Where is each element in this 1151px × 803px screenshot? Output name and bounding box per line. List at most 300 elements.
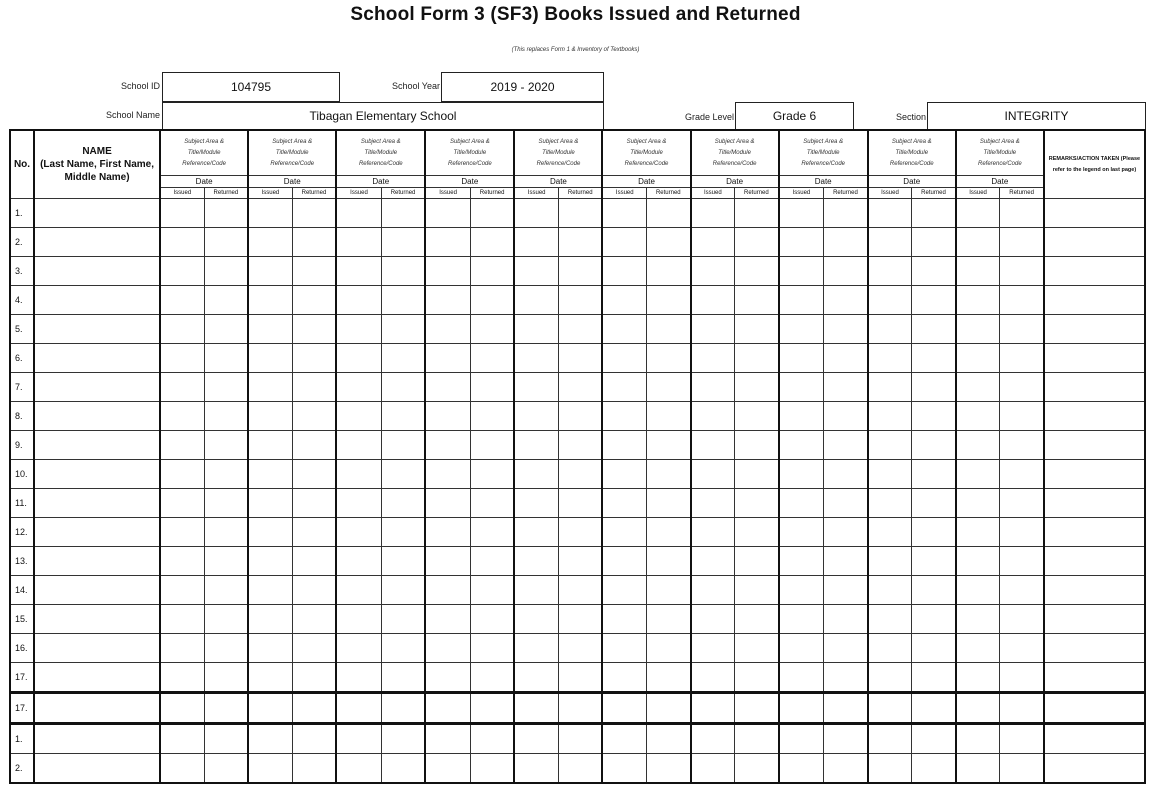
returned-date-cell[interactable] [1000,724,1044,754]
school-id-field[interactable]: 104795 [162,72,340,102]
remarks-cell[interactable] [1044,605,1145,634]
returned-date-cell[interactable] [558,199,602,228]
issued-date-cell[interactable] [425,518,470,547]
learner-name-cell[interactable] [34,431,160,460]
returned-date-cell[interactable] [912,286,956,315]
issued-date-cell[interactable] [336,754,381,784]
learner-name-cell[interactable] [34,199,160,228]
returned-date-cell[interactable] [1000,373,1044,402]
remarks-cell[interactable] [1044,547,1145,576]
returned-date-cell[interactable] [824,518,868,547]
returned-date-cell[interactable] [735,315,779,344]
issued-date-cell[interactable] [779,634,824,663]
issued-date-cell[interactable] [248,754,292,784]
issued-date-cell[interactable] [514,373,558,402]
returned-date-cell[interactable] [735,286,779,315]
issued-date-cell[interactable] [336,693,381,724]
issued-date-cell[interactable] [691,315,735,344]
returned-date-cell[interactable] [204,663,248,693]
returned-date-cell[interactable] [735,663,779,693]
issued-date-cell[interactable] [160,663,204,693]
returned-date-cell[interactable] [292,518,336,547]
issued-date-cell[interactable] [336,286,381,315]
returned-date-cell[interactable] [1000,693,1044,724]
issued-date-cell[interactable] [248,663,292,693]
returned-date-cell[interactable] [1000,605,1044,634]
returned-date-cell[interactable] [912,315,956,344]
issued-date-cell[interactable] [602,315,646,344]
returned-date-cell[interactable] [470,489,514,518]
issued-date-cell[interactable] [425,547,470,576]
returned-date-cell[interactable] [470,315,514,344]
returned-date-cell[interactable] [292,315,336,344]
returned-date-cell[interactable] [647,228,691,257]
returned-date-cell[interactable] [647,634,691,663]
issued-date-cell[interactable] [779,663,824,693]
returned-date-cell[interactable] [735,754,779,784]
returned-date-cell[interactable] [292,754,336,784]
returned-date-cell[interactable] [470,518,514,547]
returned-date-cell[interactable] [558,228,602,257]
issued-date-cell[interactable] [956,315,1000,344]
returned-date-cell[interactable] [735,489,779,518]
returned-date-cell[interactable] [912,663,956,693]
issued-date-cell[interactable] [779,257,824,286]
returned-date-cell[interactable] [824,286,868,315]
returned-date-cell[interactable] [647,344,691,373]
issued-date-cell[interactable] [602,605,646,634]
returned-date-cell[interactable] [470,257,514,286]
returned-date-cell[interactable] [292,605,336,634]
returned-date-cell[interactable] [204,199,248,228]
issued-date-cell[interactable] [691,724,735,754]
issued-date-cell[interactable] [160,693,204,724]
returned-date-cell[interactable] [381,724,425,754]
returned-date-cell[interactable] [470,373,514,402]
issued-date-cell[interactable] [779,286,824,315]
issued-date-cell[interactable] [514,199,558,228]
remarks-cell[interactable] [1044,754,1145,784]
returned-date-cell[interactable] [647,724,691,754]
returned-date-cell[interactable] [292,489,336,518]
returned-date-cell[interactable] [647,547,691,576]
remarks-cell[interactable] [1044,286,1145,315]
returned-date-cell[interactable] [1000,199,1044,228]
returned-date-cell[interactable] [204,724,248,754]
returned-date-cell[interactable] [735,576,779,605]
returned-date-cell[interactable] [735,693,779,724]
issued-date-cell[interactable] [868,576,912,605]
returned-date-cell[interactable] [824,228,868,257]
returned-date-cell[interactable] [381,663,425,693]
returned-date-cell[interactable] [912,754,956,784]
returned-date-cell[interactable] [912,431,956,460]
issued-date-cell[interactable] [336,344,381,373]
issued-date-cell[interactable] [336,605,381,634]
issued-date-cell[interactable] [691,257,735,286]
returned-date-cell[interactable] [381,576,425,605]
returned-date-cell[interactable] [824,754,868,784]
returned-date-cell[interactable] [204,518,248,547]
returned-date-cell[interactable] [735,257,779,286]
issued-date-cell[interactable] [514,576,558,605]
returned-date-cell[interactable] [912,489,956,518]
returned-date-cell[interactable] [381,431,425,460]
issued-date-cell[interactable] [956,228,1000,257]
returned-date-cell[interactable] [647,518,691,547]
issued-date-cell[interactable] [336,663,381,693]
issued-date-cell[interactable] [956,344,1000,373]
issued-date-cell[interactable] [868,693,912,724]
returned-date-cell[interactable] [647,576,691,605]
remarks-cell[interactable] [1044,402,1145,431]
issued-date-cell[interactable] [248,724,292,754]
issued-date-cell[interactable] [779,724,824,754]
issued-date-cell[interactable] [779,754,824,784]
issued-date-cell[interactable] [425,489,470,518]
returned-date-cell[interactable] [292,693,336,724]
issued-date-cell[interactable] [160,315,204,344]
issued-date-cell[interactable] [779,315,824,344]
learner-name-cell[interactable] [34,754,160,784]
returned-date-cell[interactable] [735,634,779,663]
issued-date-cell[interactable] [602,344,646,373]
returned-date-cell[interactable] [381,257,425,286]
issued-date-cell[interactable] [425,344,470,373]
issued-date-cell[interactable] [779,344,824,373]
returned-date-cell[interactable] [824,402,868,431]
issued-date-cell[interactable] [248,634,292,663]
returned-date-cell[interactable] [470,754,514,784]
returned-date-cell[interactable] [824,199,868,228]
issued-date-cell[interactable] [336,460,381,489]
returned-date-cell[interactable] [1000,228,1044,257]
issued-date-cell[interactable] [425,257,470,286]
issued-date-cell[interactable] [602,518,646,547]
issued-date-cell[interactable] [956,199,1000,228]
issued-date-cell[interactable] [336,257,381,286]
returned-date-cell[interactable] [824,547,868,576]
returned-date-cell[interactable] [558,754,602,784]
issued-date-cell[interactable] [336,576,381,605]
issued-date-cell[interactable] [425,754,470,784]
issued-date-cell[interactable] [779,228,824,257]
returned-date-cell[interactable] [647,257,691,286]
returned-date-cell[interactable] [558,724,602,754]
issued-date-cell[interactable] [160,373,204,402]
returned-date-cell[interactable] [912,634,956,663]
learner-name-cell[interactable] [34,634,160,663]
issued-date-cell[interactable] [160,724,204,754]
returned-date-cell[interactable] [735,518,779,547]
issued-date-cell[interactable] [956,518,1000,547]
issued-date-cell[interactable] [602,199,646,228]
issued-date-cell[interactable] [425,724,470,754]
returned-date-cell[interactable] [735,724,779,754]
returned-date-cell[interactable] [647,754,691,784]
issued-date-cell[interactable] [514,460,558,489]
returned-date-cell[interactable] [204,754,248,784]
returned-date-cell[interactable] [912,373,956,402]
remarks-cell[interactable] [1044,724,1145,754]
issued-date-cell[interactable] [425,634,470,663]
returned-date-cell[interactable] [381,315,425,344]
issued-date-cell[interactable] [956,257,1000,286]
issued-date-cell[interactable] [248,315,292,344]
returned-date-cell[interactable] [824,315,868,344]
remarks-cell[interactable] [1044,576,1145,605]
returned-date-cell[interactable] [558,663,602,693]
learner-name-cell[interactable] [34,724,160,754]
returned-date-cell[interactable] [292,547,336,576]
issued-date-cell[interactable] [336,228,381,257]
issued-date-cell[interactable] [514,315,558,344]
issued-date-cell[interactable] [602,547,646,576]
returned-date-cell[interactable] [735,460,779,489]
issued-date-cell[interactable] [868,489,912,518]
issued-date-cell[interactable] [779,402,824,431]
returned-date-cell[interactable] [558,257,602,286]
returned-date-cell[interactable] [1000,518,1044,547]
returned-date-cell[interactable] [292,576,336,605]
returned-date-cell[interactable] [647,605,691,634]
returned-date-cell[interactable] [381,373,425,402]
school-name-field[interactable]: Tibagan Elementary School [162,102,604,130]
returned-date-cell[interactable] [912,605,956,634]
learner-name-cell[interactable] [34,286,160,315]
issued-date-cell[interactable] [160,344,204,373]
issued-date-cell[interactable] [779,460,824,489]
issued-date-cell[interactable] [691,576,735,605]
issued-date-cell[interactable] [160,257,204,286]
issued-date-cell[interactable] [160,547,204,576]
returned-date-cell[interactable] [1000,663,1044,693]
issued-date-cell[interactable] [691,199,735,228]
remarks-cell[interactable] [1044,315,1145,344]
returned-date-cell[interactable] [1000,315,1044,344]
issued-date-cell[interactable] [956,724,1000,754]
issued-date-cell[interactable] [425,286,470,315]
issued-date-cell[interactable] [868,605,912,634]
returned-date-cell[interactable] [735,402,779,431]
issued-date-cell[interactable] [514,605,558,634]
issued-date-cell[interactable] [160,402,204,431]
issued-date-cell[interactable] [691,460,735,489]
returned-date-cell[interactable] [470,228,514,257]
issued-date-cell[interactable] [868,547,912,576]
remarks-cell[interactable] [1044,257,1145,286]
returned-date-cell[interactable] [647,373,691,402]
returned-date-cell[interactable] [824,431,868,460]
issued-date-cell[interactable] [691,431,735,460]
issued-date-cell[interactable] [425,693,470,724]
issued-date-cell[interactable] [691,344,735,373]
returned-date-cell[interactable] [292,373,336,402]
returned-date-cell[interactable] [558,576,602,605]
returned-date-cell[interactable] [381,693,425,724]
issued-date-cell[interactable] [868,344,912,373]
issued-date-cell[interactable] [779,547,824,576]
returned-date-cell[interactable] [558,518,602,547]
returned-date-cell[interactable] [558,344,602,373]
issued-date-cell[interactable] [602,576,646,605]
returned-date-cell[interactable] [558,431,602,460]
returned-date-cell[interactable] [204,576,248,605]
issued-date-cell[interactable] [336,431,381,460]
issued-date-cell[interactable] [425,605,470,634]
returned-date-cell[interactable] [292,402,336,431]
issued-date-cell[interactable] [691,693,735,724]
returned-date-cell[interactable] [204,402,248,431]
issued-date-cell[interactable] [248,373,292,402]
issued-date-cell[interactable] [868,634,912,663]
returned-date-cell[interactable] [292,663,336,693]
returned-date-cell[interactable] [824,663,868,693]
issued-date-cell[interactable] [425,576,470,605]
issued-date-cell[interactable] [248,257,292,286]
issued-date-cell[interactable] [691,402,735,431]
returned-date-cell[interactable] [912,724,956,754]
issued-date-cell[interactable] [691,547,735,576]
issued-date-cell[interactable] [248,693,292,724]
issued-date-cell[interactable] [779,489,824,518]
issued-date-cell[interactable] [160,228,204,257]
issued-date-cell[interactable] [248,605,292,634]
issued-date-cell[interactable] [868,257,912,286]
returned-date-cell[interactable] [1000,576,1044,605]
returned-date-cell[interactable] [292,199,336,228]
issued-date-cell[interactable] [602,693,646,724]
returned-date-cell[interactable] [1000,344,1044,373]
returned-date-cell[interactable] [381,518,425,547]
returned-date-cell[interactable] [292,286,336,315]
returned-date-cell[interactable] [558,605,602,634]
grade-level-field[interactable]: Grade 6 [735,102,854,130]
issued-date-cell[interactable] [160,605,204,634]
issued-date-cell[interactable] [779,518,824,547]
issued-date-cell[interactable] [602,373,646,402]
returned-date-cell[interactable] [470,634,514,663]
returned-date-cell[interactable] [647,199,691,228]
returned-date-cell[interactable] [470,576,514,605]
issued-date-cell[interactable] [602,663,646,693]
issued-date-cell[interactable] [248,402,292,431]
learner-name-cell[interactable] [34,373,160,402]
returned-date-cell[interactable] [470,344,514,373]
issued-date-cell[interactable] [425,199,470,228]
returned-date-cell[interactable] [470,460,514,489]
returned-date-cell[interactable] [912,402,956,431]
returned-date-cell[interactable] [1000,402,1044,431]
returned-date-cell[interactable] [558,489,602,518]
returned-date-cell[interactable] [381,402,425,431]
returned-date-cell[interactable] [824,576,868,605]
issued-date-cell[interactable] [691,634,735,663]
returned-date-cell[interactable] [647,693,691,724]
issued-date-cell[interactable] [779,431,824,460]
returned-date-cell[interactable] [824,693,868,724]
issued-date-cell[interactable] [602,460,646,489]
issued-date-cell[interactable] [956,431,1000,460]
issued-date-cell[interactable] [336,634,381,663]
returned-date-cell[interactable] [470,286,514,315]
issued-date-cell[interactable] [425,431,470,460]
learner-name-cell[interactable] [34,344,160,373]
returned-date-cell[interactable] [204,228,248,257]
issued-date-cell[interactable] [425,228,470,257]
issued-date-cell[interactable] [779,576,824,605]
issued-date-cell[interactable] [514,634,558,663]
issued-date-cell[interactable] [160,634,204,663]
returned-date-cell[interactable] [824,257,868,286]
returned-date-cell[interactable] [558,286,602,315]
returned-date-cell[interactable] [912,257,956,286]
returned-date-cell[interactable] [558,634,602,663]
remarks-cell[interactable] [1044,634,1145,663]
returned-date-cell[interactable] [912,576,956,605]
issued-date-cell[interactable] [868,518,912,547]
issued-date-cell[interactable] [956,489,1000,518]
issued-date-cell[interactable] [956,634,1000,663]
issued-date-cell[interactable] [779,199,824,228]
issued-date-cell[interactable] [602,286,646,315]
issued-date-cell[interactable] [868,286,912,315]
returned-date-cell[interactable] [735,547,779,576]
issued-date-cell[interactable] [160,754,204,784]
issued-date-cell[interactable] [336,199,381,228]
returned-date-cell[interactable] [470,199,514,228]
returned-date-cell[interactable] [381,344,425,373]
returned-date-cell[interactable] [470,605,514,634]
issued-date-cell[interactable] [248,547,292,576]
issued-date-cell[interactable] [868,460,912,489]
issued-date-cell[interactable] [956,460,1000,489]
issued-date-cell[interactable] [868,315,912,344]
returned-date-cell[interactable] [647,286,691,315]
issued-date-cell[interactable] [248,199,292,228]
remarks-cell[interactable] [1044,693,1145,724]
returned-date-cell[interactable] [381,634,425,663]
issued-date-cell[interactable] [248,344,292,373]
issued-date-cell[interactable] [868,402,912,431]
issued-date-cell[interactable] [956,663,1000,693]
returned-date-cell[interactable] [381,228,425,257]
returned-date-cell[interactable] [824,724,868,754]
section-field[interactable]: INTEGRITY [927,102,1146,130]
issued-date-cell[interactable] [336,547,381,576]
issued-date-cell[interactable] [336,489,381,518]
issued-date-cell[interactable] [602,431,646,460]
returned-date-cell[interactable] [381,460,425,489]
issued-date-cell[interactable] [336,402,381,431]
returned-date-cell[interactable] [647,402,691,431]
issued-date-cell[interactable] [425,402,470,431]
returned-date-cell[interactable] [647,460,691,489]
returned-date-cell[interactable] [912,344,956,373]
returned-date-cell[interactable] [735,344,779,373]
issued-date-cell[interactable] [691,663,735,693]
issued-date-cell[interactable] [336,518,381,547]
issued-date-cell[interactable] [691,228,735,257]
issued-date-cell[interactable] [602,257,646,286]
issued-date-cell[interactable] [248,431,292,460]
returned-date-cell[interactable] [381,547,425,576]
remarks-cell[interactable] [1044,373,1145,402]
issued-date-cell[interactable] [514,344,558,373]
returned-date-cell[interactable] [558,547,602,576]
returned-date-cell[interactable] [204,431,248,460]
issued-date-cell[interactable] [514,547,558,576]
